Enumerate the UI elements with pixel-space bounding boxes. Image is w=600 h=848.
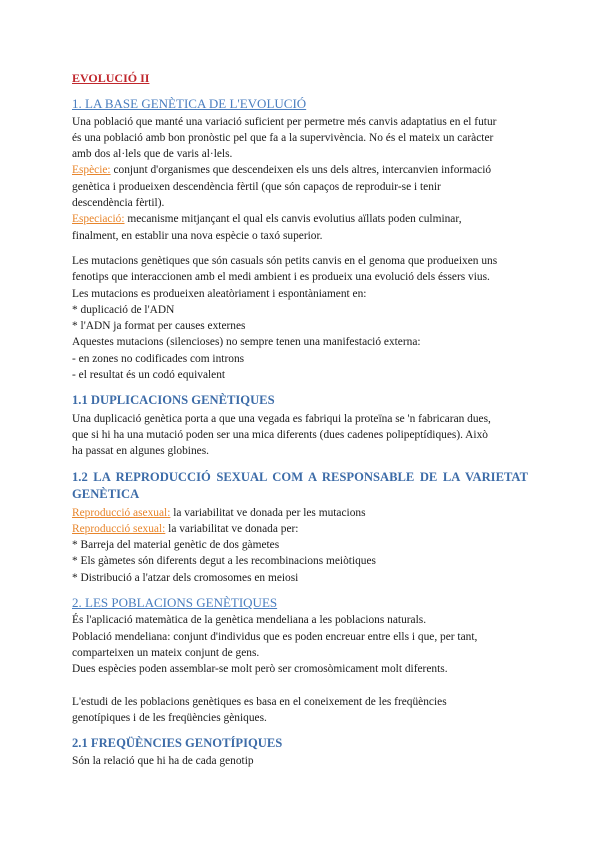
section-2-1-heading: 2.1 FREQÜÈNCIES GENOTÍPIQUES bbox=[72, 736, 283, 751]
paragraph-line: L'estudi de les poblacions genètiques es basa en el coneixement de les freqüències bbox=[72, 695, 447, 708]
paragraph-line: Població mendeliana: conjunt d'individus que es poden encreuar entre ells i que, per tant, bbox=[72, 630, 478, 643]
paragraph-line: Una duplicació genètica porta a que una vegada es fabriqui la proteïna se 'n fabricaran dues, bbox=[72, 412, 491, 425]
list-item: * Els gàmetes són diferents degut a les recombinacions meiòtiques bbox=[72, 555, 376, 568]
paragraph-line: Aquestes mutacions (silencioses) no sempre tenen una manifestació externa: bbox=[72, 336, 421, 349]
paragraph-line: genotípiques i de les freqüències gèniques. bbox=[72, 711, 267, 724]
paragraph-line: ha passat en algunes globines. bbox=[72, 445, 209, 458]
list-item: - el resultat és un codó equivalent bbox=[72, 369, 226, 382]
especie-term: Espècie: bbox=[72, 164, 111, 177]
list-item: - en zones no codificades com introns bbox=[72, 352, 245, 365]
especiacio-term: Especiació: bbox=[72, 213, 125, 226]
paragraph-line: Les mutacions genètiques que són casuals són petits canvis en el genoma que produeixen uns bbox=[72, 254, 498, 267]
asexual-term: Reproducció asexual: bbox=[72, 506, 171, 519]
section-2-heading: 2. LES POBLACIONS GENÈTIQUES bbox=[72, 595, 278, 611]
paragraph-line: És l'aplicació matemàtica de la genètica mendeliana a les poblacions naturals. bbox=[72, 614, 427, 627]
document-title: EVOLUCIÓ II bbox=[72, 71, 150, 85]
paragraph-line: Són la relació que hi ha de cada genotip bbox=[72, 755, 254, 768]
asexual-text: la variabilitat ve donada per les mutacions bbox=[170, 506, 366, 519]
paragraph-line: Una població que manté una variació suficient per permetre més canvis adaptatius en el futur bbox=[72, 115, 497, 128]
list-item: * l'ADN ja format per causes externes bbox=[72, 320, 246, 333]
section-1-1-heading: 1.1 DUPLICACIONS GENÈTIQUES bbox=[72, 393, 275, 408]
especiacio-text: mecanisme mitjançant el qual els canvis evolutius aïllats poden culminar, bbox=[124, 213, 462, 226]
sexual-term: Reproducció sexual: bbox=[72, 522, 166, 535]
especiacio-definition bbox=[72, 211, 528, 227]
document-page bbox=[72, 70, 528, 770]
paragraph-line: finalment, en establir una nova espècie o taxó superior. bbox=[72, 229, 323, 242]
section-1-2-heading-cont: GENÈTICA bbox=[72, 486, 140, 501]
section-1-2-heading: 1.2 LA REPRODUCCIÓ SEXUAL COM A RESPONSABLE DE LA VARIETAT bbox=[72, 469, 528, 484]
paragraph-line: comparteixen un mateix conjunt de gens. bbox=[72, 646, 260, 659]
list-item: * Barreja del material genètic de dos gàmetes bbox=[72, 539, 280, 552]
paragraph-line: genètica i produeixen descendència fèrtil (que són capaços de reproduir-se i tenir bbox=[72, 180, 441, 193]
paragraph-line: Les mutacions es produeixen aleatòriament i espontàniament en: bbox=[72, 287, 367, 300]
sexual-line bbox=[72, 521, 528, 537]
paragraph-line: amb dos al·lels que de varis al·lels. bbox=[72, 148, 233, 161]
section-1-heading: 1. LA BASE GENÈTICA DE L'EVOLUCIÓ bbox=[72, 96, 307, 112]
paragraph-line: Dues espècies poden assemblar-se molt però ser cromosòmicament molt diferents. bbox=[72, 663, 448, 676]
paragraph-line: és una població amb bon pronòstic pel que fa a la supervivència. No és el mateix un caràcter bbox=[72, 131, 494, 144]
paragraph-line: fenotips que interaccionen amb el medi ambient i es produeix una evolució dels éssers vius. bbox=[72, 271, 490, 284]
asexual-line bbox=[72, 505, 528, 521]
paragraph-line: que si hi ha una mutació poden ser una mica diferents (dues cadenes polipeptídiques). Això bbox=[72, 428, 488, 441]
list-item: * Distribució a l'atzar dels cromosomes en meiosi bbox=[72, 571, 299, 584]
especie-definition bbox=[72, 162, 528, 178]
especie-text: conjunt d'organismes que descendeixen els uns dels altres, intercanvien informació bbox=[110, 164, 492, 177]
list-item: * duplicació de l'ADN bbox=[72, 303, 175, 316]
sexual-text: la variabilitat ve donada per: bbox=[165, 522, 299, 535]
paragraph-line: descendència fèrtil). bbox=[72, 197, 165, 210]
